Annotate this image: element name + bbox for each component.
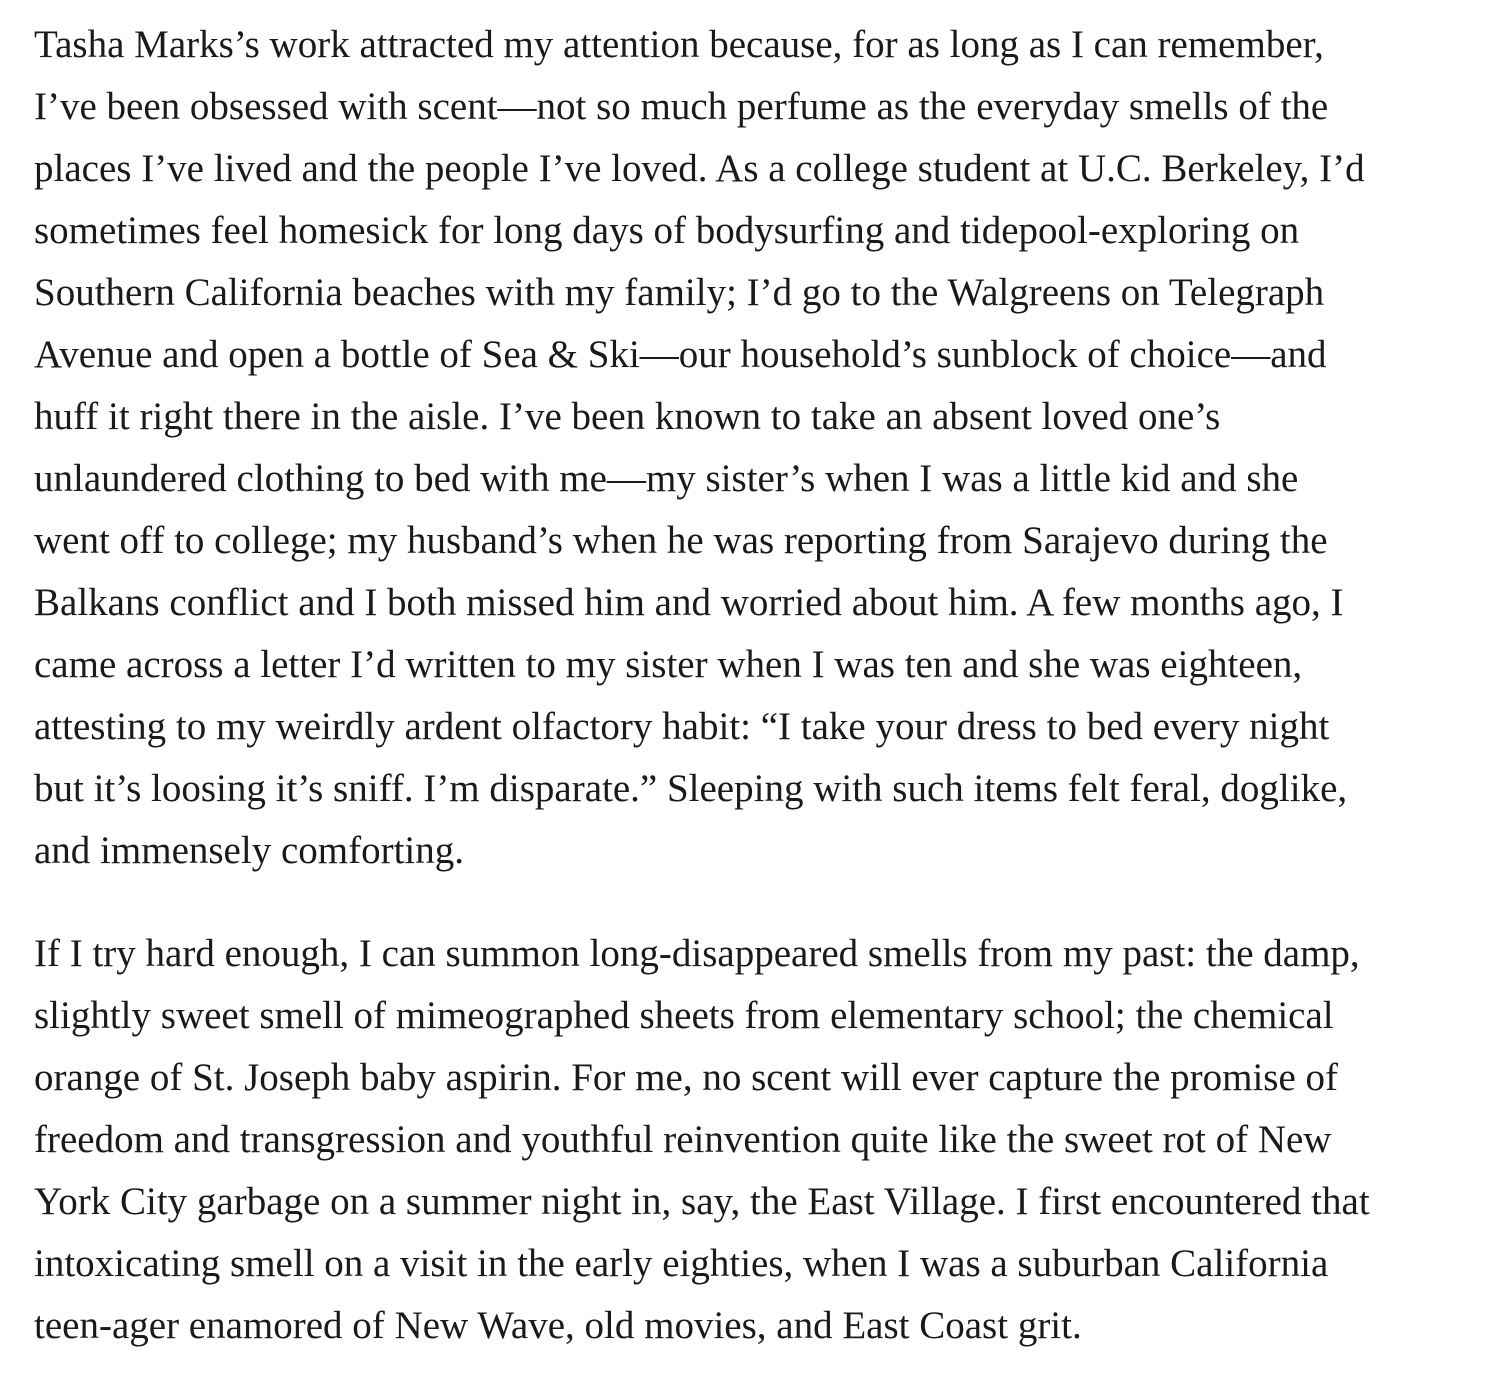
text-line: orange of St. Joseph baby aspirin. For me, no scent will ever capture the promise of <box>34 1056 1339 1099</box>
text-line: Balkans conflict and I both missed him and worried about him. A few months ago, I <box>34 581 1344 624</box>
text-line: freedom and transgression and youthful reinvention quite like the sweet rot of New <box>34 1118 1332 1161</box>
text-line: Southern California beaches with my family; I’d go to the Walgreens on Telegraph <box>34 271 1325 314</box>
text-line: unlaundered clothing to bed with me—my sister’s when I was a little kid and she <box>34 457 1299 500</box>
text-line: but it’s loosing it’s sniff. I’m disparate.” Sleeping with such items felt feral, doglike, <box>34 767 1348 810</box>
text-line: If I try hard enough, I can summon long-disappeared smells from my past: the damp, <box>34 932 1360 975</box>
text-line: places I’ve lived and the people I’ve loved. As a college student at U.C. Berkeley, I’d <box>34 147 1365 190</box>
text-line: York City garbage on a summer night in, say, the East Village. I first encountered that <box>34 1180 1370 1223</box>
paragraph-1 <box>34 14 1494 882</box>
text-line: huff it right there in the aisle. I’ve been known to take an absent loved one’s <box>34 395 1221 438</box>
text-line: Avenue and open a bottle of Sea & Ski—our household’s sunblock of choice—and <box>34 333 1327 376</box>
text-line: came across a letter I’d written to my sister when I was ten and she was eighteen, <box>34 643 1303 686</box>
text-line: Tasha Marks’s work attracted my attention because, for as long as I can remember, <box>34 23 1324 66</box>
text-line: and immensely comforting. <box>34 829 464 872</box>
paragraph-2 <box>34 923 1494 1357</box>
text-line: went off to college; my husband’s when he was reporting from Sarajevo during the <box>34 519 1328 562</box>
text-line: sometimes feel homesick for long days of bodysurfing and tidepool-exploring on <box>34 209 1300 252</box>
text-line: intoxicating smell on a visit in the early eighties, when I was a suburban California <box>34 1242 1329 1285</box>
text-line: I’ve been obsessed with scent—not so much perfume as the everyday smells of the <box>34 85 1329 128</box>
text-line: teen-ager enamored of New Wave, old movies, and East Coast grit. <box>34 1304 1082 1347</box>
text-line: attesting to my weirdly ardent olfactory habit: “I take your dress to bed every night <box>34 705 1330 748</box>
text-line: slightly sweet smell of mimeographed sheets from elementary school; the chemical <box>34 994 1334 1037</box>
article-body <box>34 14 1494 1357</box>
